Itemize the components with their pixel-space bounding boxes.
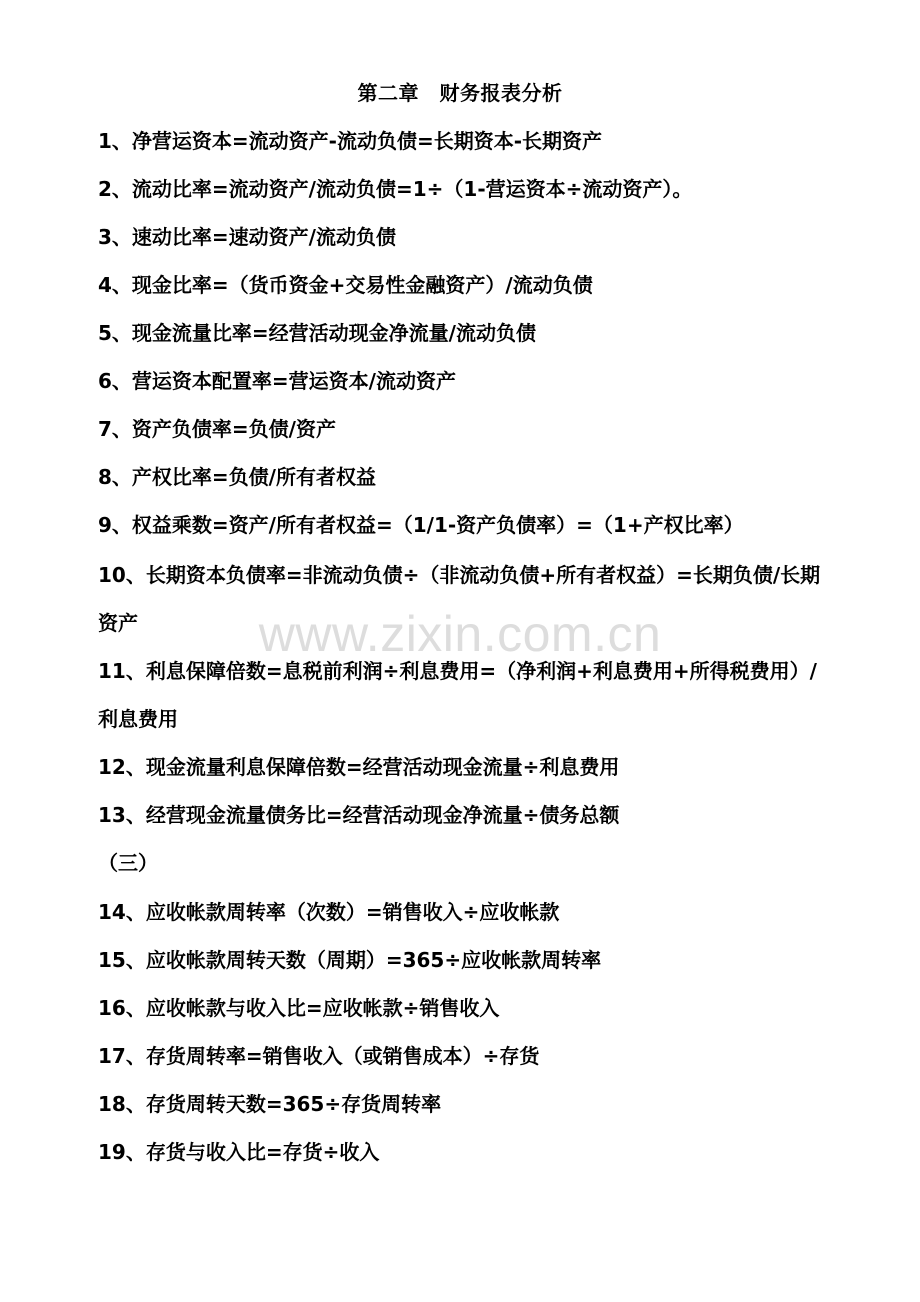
formula-line-1: 1、净营运资本=流动资产-流动负债=长期资本-长期资产 bbox=[98, 129, 603, 153]
formula-line-15: 15、应收帐款周转天数（周期）=365÷应收帐款周转率 bbox=[98, 948, 602, 972]
watermark: www.zixin.com.cn bbox=[258, 606, 662, 662]
formula-line-12: 12、现金流量利息保障倍数=经营活动现金流量÷利息费用 bbox=[98, 755, 620, 779]
formula-line-6: 6、营运资本配置率=营运资本/流动资产 bbox=[98, 369, 456, 393]
formula-line-8: 8、产权比率=负债/所有者权益 bbox=[98, 465, 376, 489]
formula-line-10-cont: 资产 bbox=[98, 611, 138, 635]
formula-line-13: 13、经营现金流量债务比=经营活动现金净流量÷债务总额 bbox=[98, 803, 620, 827]
chapter-title: 第二章 财务报表分析 bbox=[357, 81, 563, 105]
formula-line-17: 17、存货周转率=销售收入（或销售成本）÷存货 bbox=[98, 1044, 540, 1068]
formula-line-5: 5、现金流量比率=经营活动现金净流量/流动负债 bbox=[98, 321, 536, 345]
formula-line-4: 4、现金比率=（货币资金+交易性金融资产）/流动负债 bbox=[98, 273, 593, 297]
formula-line-16: 16、应收帐款与收入比=应收帐款÷销售收入 bbox=[98, 996, 500, 1020]
formula-line-18: 18、存货周转天数=365÷存货周转率 bbox=[98, 1092, 442, 1116]
formula-line-3: 3、速动比率=速动资产/流动负债 bbox=[98, 225, 396, 249]
formula-line-9: 9、权益乘数=资产/所有者权益=（1/1-资产负债率）=（1+产权比率） bbox=[98, 513, 744, 537]
section-heading-3: （三） bbox=[98, 851, 158, 875]
formula-line-2: 2、流动比率=流动资产/流动负债=1÷（1-营运资本÷流动资产）。 bbox=[98, 177, 693, 201]
formula-line-10: 10、长期资本负债率=非流动负债÷（非流动负债+所有者权益）=长期负债/长期 bbox=[98, 563, 821, 587]
formula-line-7: 7、资产负债率=负债/资产 bbox=[98, 417, 336, 441]
formula-line-14: 14、应收帐款周转率（次数）=销售收入÷应收帐款 bbox=[98, 900, 560, 924]
formula-line-19: 19、存货与收入比=存货÷收入 bbox=[98, 1140, 380, 1164]
formula-line-11: 11、利息保障倍数=息税前利润÷利息费用=（净利润+利息费用+所得税费用）/ bbox=[98, 659, 817, 683]
formula-line-11-cont: 利息费用 bbox=[98, 707, 178, 731]
